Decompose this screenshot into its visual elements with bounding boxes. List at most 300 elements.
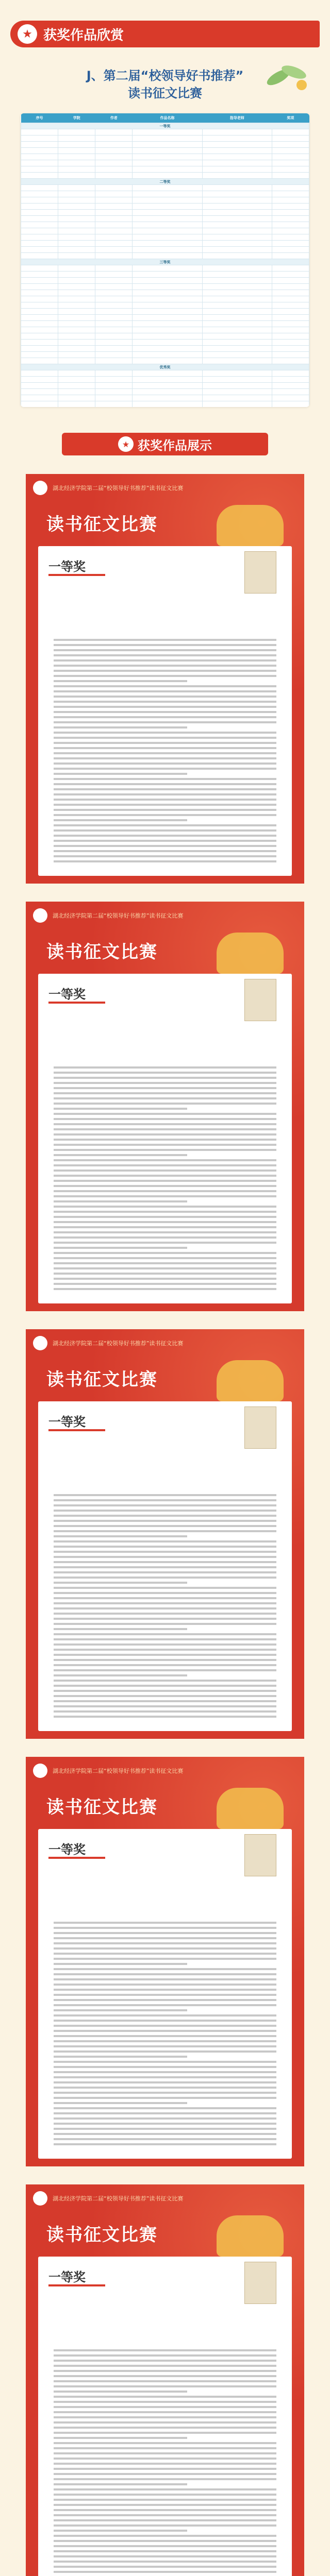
poster-slogan: 湖北经济学院第二届“校领导好书推荐”读书征文比赛 — [53, 1340, 184, 1347]
table-cell — [202, 154, 272, 160]
book-cover-icon — [244, 979, 276, 1021]
essay-text-line — [54, 1252, 276, 1254]
table-cell — [272, 395, 309, 401]
table-row — [21, 228, 309, 234]
essay-text-line — [54, 855, 276, 857]
show-title: 获奖作品展示 — [138, 438, 212, 453]
essay-text-line — [54, 768, 276, 770]
table-cell — [95, 185, 133, 191]
table-cell — [272, 321, 309, 327]
table-cell — [21, 185, 58, 191]
essay-text-line — [54, 1494, 276, 1496]
table-cell — [58, 352, 95, 358]
essay-text-line — [54, 783, 276, 785]
gold-decoration-icon — [217, 505, 284, 546]
table-cell — [58, 290, 95, 296]
essay-text-line — [54, 1942, 276, 1944]
table-cell — [133, 309, 202, 315]
table-cell — [272, 234, 309, 241]
table-cell — [202, 197, 272, 204]
table-cell — [272, 247, 309, 253]
table-cell — [202, 296, 272, 302]
essay-text-line — [54, 1705, 276, 1707]
essay-text-line — [54, 2432, 276, 2434]
essay-text-line — [54, 649, 276, 651]
essay-text-line — [54, 1257, 276, 1259]
table-cell — [21, 160, 58, 166]
table-cell — [21, 216, 58, 222]
award-underline — [48, 1857, 105, 1859]
essay-text-line — [54, 2066, 276, 2068]
essay-text-line — [54, 1175, 276, 1177]
essay-text-line — [54, 1638, 276, 1640]
essay-paper — [38, 546, 292, 876]
essay-text-line — [54, 2483, 187, 2485]
essay-text-line — [54, 2561, 276, 2563]
essay-text-line — [54, 1984, 276, 1986]
essay-text-line — [54, 2406, 276, 2408]
table-cell — [272, 216, 309, 222]
essay-text-line — [54, 1200, 187, 1202]
table-cell — [21, 370, 58, 377]
essay-text-line — [54, 2014, 276, 2016]
gold-decoration-icon — [217, 1788, 284, 1829]
table-cell — [202, 327, 272, 333]
essay-text-line — [54, 2385, 276, 2387]
table-cell — [202, 160, 272, 166]
essay-text-line — [54, 732, 276, 734]
essay-text-line — [54, 2550, 276, 2552]
table-row — [21, 241, 309, 247]
essay-text-line — [54, 675, 276, 677]
table-cell — [21, 272, 58, 278]
table-row — [21, 370, 309, 377]
book-cover-icon — [244, 551, 276, 594]
table-cell — [272, 135, 309, 142]
table-cell — [21, 228, 58, 234]
table-row — [21, 191, 309, 197]
essay-text-line — [54, 680, 187, 682]
table-cell — [95, 160, 133, 166]
essay-text-line — [54, 1118, 276, 1120]
table-cell — [21, 389, 58, 395]
essay-text-line — [54, 2365, 276, 2367]
table-cell — [202, 204, 272, 210]
book-cover-icon — [244, 1834, 276, 1876]
table-cell — [21, 173, 58, 179]
table-cell — [21, 340, 58, 346]
table-row — [21, 129, 309, 135]
gold-decoration-icon — [217, 933, 284, 974]
table-cell — [95, 395, 133, 401]
table-row — [21, 340, 309, 346]
table-cell — [272, 253, 309, 259]
table-cell — [272, 222, 309, 228]
table-cell — [202, 346, 272, 352]
essay-text-line — [54, 2020, 276, 2022]
table-row — [21, 333, 309, 340]
table-group-row — [21, 123, 309, 129]
table-cell — [272, 340, 309, 346]
essay-text-line — [54, 1643, 276, 1646]
essay-text-line — [54, 2391, 187, 2393]
table-cell — [58, 370, 95, 377]
essay-text-line — [54, 1087, 276, 1089]
table-cell — [58, 265, 95, 272]
school-logo-icon — [33, 481, 47, 495]
essay-text-line — [54, 711, 276, 713]
table-cell — [58, 253, 95, 259]
table-cell — [21, 352, 58, 358]
group-label: 优秀奖 — [21, 364, 309, 370]
table-row — [21, 296, 309, 302]
table-cell — [133, 321, 202, 327]
essay-text-line — [54, 1185, 276, 1187]
column-header: 序号 — [21, 113, 58, 123]
essay-text-line — [54, 1623, 276, 1625]
essay-text-line — [54, 2004, 276, 2006]
table-cell — [58, 284, 95, 290]
essay-text-line — [54, 757, 276, 759]
essay-text-line — [54, 1113, 276, 1115]
table-cell — [133, 234, 202, 241]
table-row — [21, 135, 309, 142]
table-cell — [58, 340, 95, 346]
essay-text-line — [54, 1654, 276, 1656]
essay-text-line — [54, 1597, 276, 1599]
essay-text-line — [54, 1525, 276, 1527]
essay-text-line — [54, 1077, 276, 1079]
table-cell — [58, 296, 95, 302]
essay-text-line — [54, 2360, 276, 2362]
essay-text-line — [54, 1092, 276, 1094]
essay-text-line — [54, 2380, 276, 2382]
table-group-row — [21, 259, 309, 265]
table-cell — [133, 352, 202, 358]
table-cell — [272, 173, 309, 179]
poster-header — [26, 1762, 304, 1780]
essay-text-line — [54, 1968, 276, 1970]
table-cell — [21, 197, 58, 204]
table-cell — [202, 352, 272, 358]
section-title-line2: 读书征文比赛 — [128, 86, 202, 100]
table-cell — [21, 142, 58, 148]
table-cell — [202, 166, 272, 173]
award-label: 一等奖 — [48, 560, 86, 574]
essay-text-line — [54, 860, 276, 862]
essay-text-line — [54, 2123, 276, 2125]
essay-text-line — [54, 829, 276, 832]
essay-text-line — [54, 1133, 276, 1136]
essay-text-line — [54, 2514, 276, 2516]
table-cell — [21, 241, 58, 247]
essay-body — [54, 1494, 276, 1721]
essay-text-line — [54, 690, 276, 692]
table-cell — [21, 315, 58, 321]
table-cell — [58, 142, 95, 148]
essay-text-line — [54, 1546, 276, 1548]
essay-text-line — [54, 685, 276, 687]
table-cell — [58, 377, 95, 383]
table-cell — [272, 228, 309, 234]
table-header-row — [21, 113, 309, 123]
essay-text-line — [54, 2128, 276, 2130]
essay-text-line — [54, 2112, 276, 2114]
table-cell — [95, 358, 133, 364]
table-cell — [21, 358, 58, 364]
table-cell — [58, 241, 95, 247]
table-row — [21, 160, 309, 166]
table-cell — [21, 135, 58, 142]
table-cell — [202, 370, 272, 377]
table-cell — [21, 309, 58, 315]
essay-text-line — [54, 2571, 276, 2573]
column-header: 作品名称 — [133, 113, 202, 123]
table-cell — [95, 352, 133, 358]
award-underline — [48, 2284, 105, 2286]
essay-text-line — [54, 809, 276, 811]
table-cell — [58, 395, 95, 401]
table-cell — [58, 389, 95, 395]
table-cell — [272, 401, 309, 408]
table-cell — [21, 154, 58, 160]
essay-text-line — [54, 2524, 276, 2527]
essay-text-line — [54, 2566, 276, 2568]
essay-text-line — [54, 659, 276, 662]
essay-text-line — [54, 1973, 276, 1975]
essay-text-line — [54, 845, 276, 847]
poster-slogan: 湖北经济学院第二届“校领导好书推荐”读书征文比赛 — [53, 2195, 184, 2202]
award-underline — [48, 1002, 105, 1004]
table-cell — [272, 129, 309, 135]
essay-text-line — [54, 1994, 276, 1996]
essay-body — [54, 1922, 276, 2148]
table-cell — [202, 222, 272, 228]
table-cell — [202, 290, 272, 296]
table-cell — [95, 234, 133, 241]
poster-header — [26, 1334, 304, 1352]
table-cell — [58, 333, 95, 340]
essay-text-line — [54, 1953, 276, 1955]
table-cell — [272, 265, 309, 272]
essay-text-line — [54, 1164, 276, 1166]
table-cell — [21, 383, 58, 389]
table-cell — [21, 166, 58, 173]
essay-text-line — [54, 819, 187, 821]
essay-text-line — [54, 2473, 276, 2475]
essay-text-line — [54, 1602, 276, 1604]
table-cell — [58, 191, 95, 197]
table-cell — [133, 166, 202, 173]
essay-text-line — [54, 2102, 187, 2104]
award-poster — [26, 1329, 304, 1739]
essay-text-line — [54, 1242, 276, 1244]
table-cell — [133, 290, 202, 296]
poster-slogan: 湖北经济学院第二届“校领导好书推荐”读书征文比赛 — [53, 485, 184, 492]
table-cell — [95, 154, 133, 160]
award-underline — [48, 1429, 105, 1431]
table-cell — [202, 234, 272, 241]
table-cell — [21, 234, 58, 241]
table-row — [21, 284, 309, 290]
table-cell — [95, 173, 133, 179]
table-cell — [202, 228, 272, 234]
table-cell — [58, 228, 95, 234]
table-cell — [133, 241, 202, 247]
essay-text-line — [54, 1180, 276, 1182]
essay-text-line — [54, 737, 276, 739]
poster-title: 读书征文比赛 — [46, 514, 158, 535]
table-cell — [58, 173, 95, 179]
table-cell — [272, 389, 309, 395]
table-cell — [21, 204, 58, 210]
essay-text-line — [54, 2463, 276, 2465]
table-cell — [202, 210, 272, 216]
essay-text-line — [54, 2030, 276, 2032]
table-cell — [133, 222, 202, 228]
table-cell — [95, 296, 133, 302]
essay-text-line — [54, 778, 276, 780]
essay-text-line — [54, 1231, 276, 1233]
table-row — [21, 185, 309, 191]
table-cell — [133, 142, 202, 148]
essay-text-line — [54, 1510, 276, 1512]
award-underline — [48, 574, 105, 576]
table-cell — [58, 272, 95, 278]
table-cell — [58, 135, 95, 142]
essay-text-line — [54, 835, 276, 837]
essay-text-line — [54, 2050, 276, 2053]
essay-text-line — [54, 1937, 276, 1939]
essay-text-line — [54, 1716, 276, 1718]
essay-text-line — [54, 2009, 187, 2011]
essay-text-line — [54, 1700, 276, 1702]
essay-text-line — [54, 1273, 276, 1275]
essay-text-line — [54, 639, 276, 641]
essay-text-line — [54, 1504, 276, 1506]
table-cell — [133, 160, 202, 166]
table-cell — [95, 204, 133, 210]
table-row — [21, 389, 309, 395]
essay-text-line — [54, 1669, 276, 1671]
table-row — [21, 216, 309, 222]
table-cell — [21, 129, 58, 135]
table-cell — [95, 216, 133, 222]
table-cell — [95, 377, 133, 383]
table-cell — [202, 340, 272, 346]
essay-text-line — [54, 1695, 276, 1697]
column-header: 奖项 — [272, 113, 309, 123]
table-cell — [202, 185, 272, 191]
essay-text-line — [54, 2442, 276, 2444]
table-cell — [133, 358, 202, 364]
table-row — [21, 401, 309, 408]
winners-table-card — [21, 113, 309, 407]
table-cell — [58, 309, 95, 315]
essay-text-line — [54, 1674, 187, 1676]
table-cell — [95, 302, 133, 309]
essay-text-line — [54, 2504, 276, 2506]
essay-text-line — [54, 2535, 276, 2537]
table-cell — [133, 253, 202, 259]
table-row — [21, 309, 309, 315]
school-logo-icon — [33, 1336, 47, 1350]
table-cell — [272, 296, 309, 302]
table-row — [21, 346, 309, 352]
essay-text-line — [54, 2519, 276, 2521]
table-cell — [202, 148, 272, 154]
table-cell — [202, 321, 272, 327]
table-cell — [58, 216, 95, 222]
show-banner — [62, 433, 268, 455]
table-cell — [133, 173, 202, 179]
table-cell — [133, 327, 202, 333]
essay-text-line — [54, 2452, 276, 2454]
table-cell — [21, 278, 58, 284]
essay-text-line — [54, 726, 187, 728]
table-cell — [202, 383, 272, 389]
table-cell — [95, 401, 133, 408]
table-cell — [272, 204, 309, 210]
essay-text-line — [54, 1520, 276, 1522]
essay-text-line — [54, 1149, 276, 1151]
table-cell — [95, 210, 133, 216]
table-cell — [272, 278, 309, 284]
table-cell — [202, 191, 272, 197]
essay-text-line — [54, 1577, 276, 1579]
essay-text-line — [54, 1221, 276, 1223]
table-cell — [21, 302, 58, 309]
essay-text-line — [54, 1170, 276, 1172]
essay-text-line — [54, 1664, 276, 1666]
essay-text-line — [54, 1628, 187, 1630]
table-cell — [21, 401, 58, 408]
essay-text-line — [54, 696, 276, 698]
table-cell — [95, 197, 133, 204]
essay-text-line — [54, 2117, 276, 2120]
table-cell — [133, 395, 202, 401]
essay-text-line — [54, 1710, 276, 1713]
essay-paper — [38, 1829, 292, 2159]
table-cell — [133, 129, 202, 135]
table-row — [21, 377, 309, 383]
essay-text-line — [54, 2143, 276, 2145]
table-cell — [202, 284, 272, 290]
table-row — [21, 148, 309, 154]
essay-text-line — [54, 799, 276, 801]
table-cell — [133, 296, 202, 302]
table-cell — [58, 315, 95, 321]
table-cell — [272, 383, 309, 389]
essay-text-line — [54, 1195, 276, 1197]
poster-header — [26, 907, 304, 924]
essay-text-line — [54, 762, 276, 765]
table-cell — [95, 148, 133, 154]
table-cell — [272, 185, 309, 191]
table-cell — [202, 395, 272, 401]
table-cell — [133, 185, 202, 191]
table-cell — [133, 197, 202, 204]
table-row — [21, 352, 309, 358]
essay-text-line — [54, 1288, 276, 1290]
table-cell — [202, 241, 272, 247]
essay-text-line — [54, 1561, 276, 1563]
essay-text-line — [54, 1963, 187, 1965]
table-row — [21, 247, 309, 253]
essay-text-line — [54, 2081, 276, 2083]
page-title: 获奖作品欣赏 — [43, 27, 124, 43]
table-cell — [202, 253, 272, 259]
